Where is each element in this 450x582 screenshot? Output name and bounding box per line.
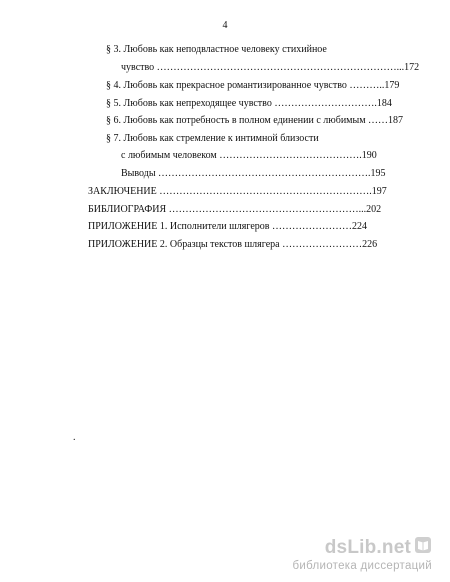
toc-entry-7-cont: с любимым человеком …………………………………….190 (121, 150, 377, 161)
toc-entry-conclusion: ЗАКЛЮЧЕНИЕ ……………………………………………………….197 (88, 186, 387, 197)
watermark-subtitle: библиотека диссертаций (292, 560, 432, 572)
toc-entry-5: § 5. Любовь как непреходящее чувство ………………………….184 (106, 98, 392, 109)
toc-entry-4: § 4. Любовь как прекрасное романтизированное чувство ………..179 (106, 80, 400, 91)
toc-entry-7-title: § 7. Любовь как стремление к интимной близости (106, 133, 319, 144)
stray-mark: . (73, 432, 76, 443)
toc-entry-conclusions: Выводы ……………………………………………………….195 (121, 168, 386, 179)
book-icon (414, 536, 432, 554)
toc-entry-appendix-2: ПРИЛОЖЕНИЕ 2. Образцы текстов шлягера ……………………226 (88, 239, 378, 250)
page-number: 4 (222, 20, 228, 31)
toc-entry-bibliography: БИБЛИОГРАФИЯ …………………………………………………...202 (88, 204, 382, 215)
toc-entry-3-cont: чувство ………………………………………………………………...172 (121, 62, 420, 73)
toc-entry-3-title: § 3. Любовь как неподвластное человеку стихийное (106, 44, 327, 55)
watermark-name: dsLib.net (324, 537, 411, 558)
toc-entry-appendix-1: ПРИЛОЖЕНИЕ 1. Исполнители шлягеров ……………………224 (88, 221, 368, 232)
toc-entry-6: § 6. Любовь как потребность в полном единении с любимым ……187 (106, 115, 404, 126)
watermark (292, 535, 432, 572)
